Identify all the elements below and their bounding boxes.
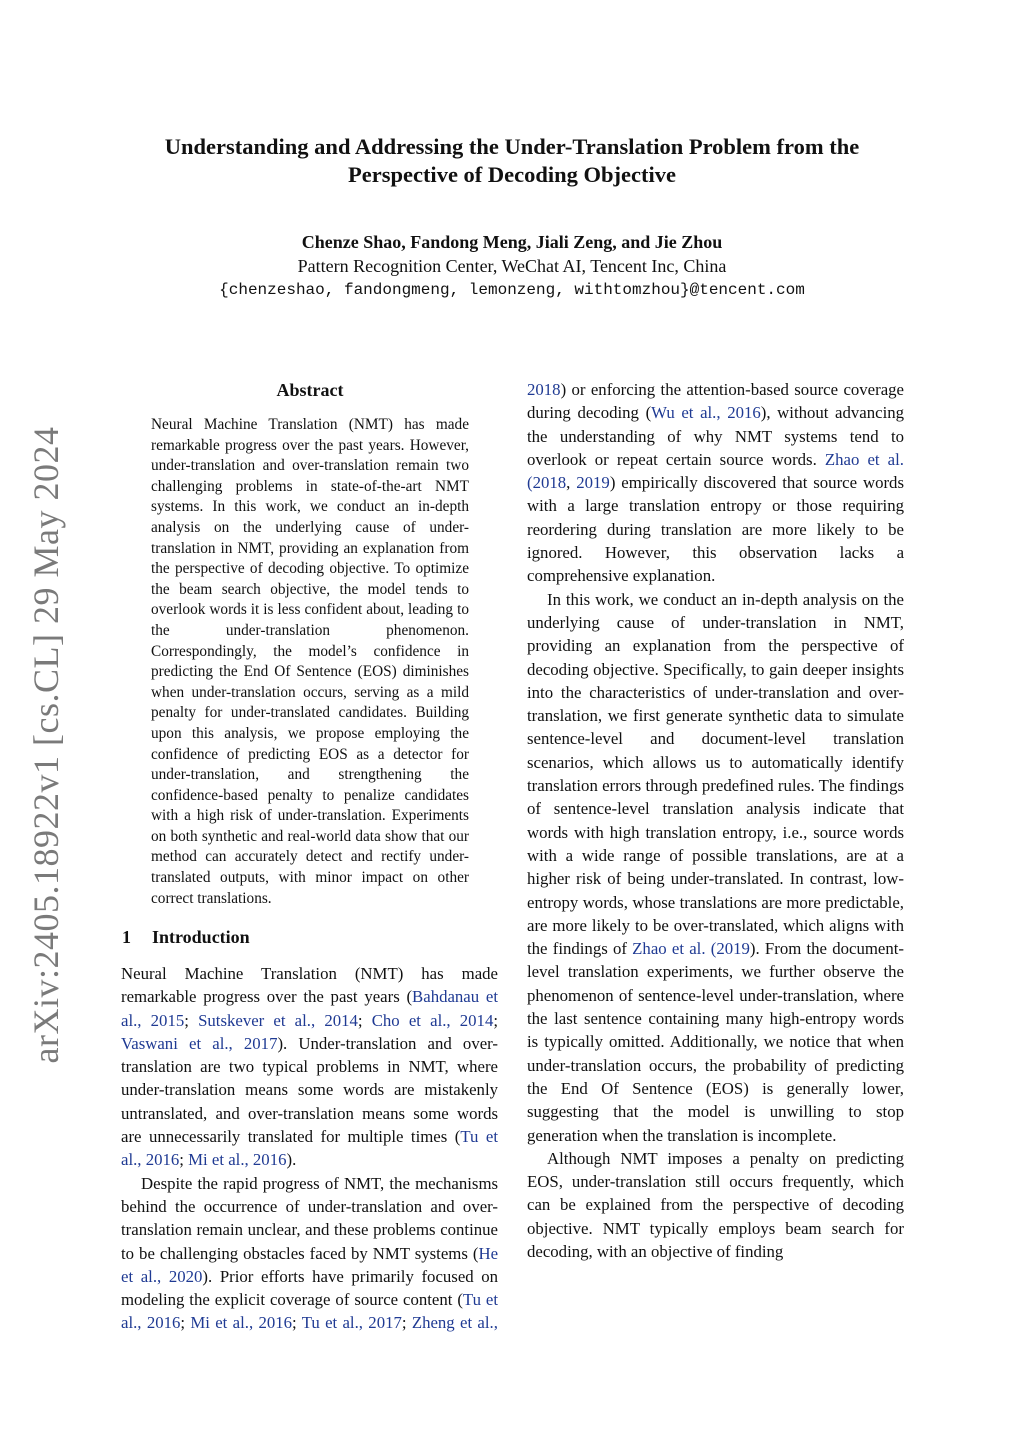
affiliation: Pattern Recognition Center, WeChat AI, Tencent Inc, China — [297, 256, 727, 276]
section-title: Introduction — [152, 927, 250, 947]
citation-link[interactable]: et — [681, 403, 694, 423]
citation-link[interactable]: Mi et al., 2016 — [188, 1150, 287, 1170]
citation-link[interactable] — [161, 1267, 169, 1286]
section-number: 1 — [122, 927, 131, 947]
citation-link[interactable]: 2016 — [146, 1313, 181, 1333]
citation-link[interactable]: 2020 — [168, 1266, 203, 1286]
intro-left-column — [121, 962, 498, 1335]
citation-link[interactable]: Sutskever et al., 2014 — [198, 1010, 358, 1030]
intro-paragraph-4: Although NMT imposes a penalty on predicting EOS, under-translation still occurs frequently, which can be explained from the perspective of decoding objective. NMT typically employs beam search for decoding, with an objective of finding — [527, 1148, 904, 1261]
paper-title — [100, 133, 924, 189]
citation-link[interactable]: al., — [140, 1266, 162, 1286]
citation-link[interactable]: Tu et al., 2016 — [121, 1127, 498, 1170]
intro-paragraph-2-continued: 2018) or enforcing the attention-based source coverage during decoding (Wu et al., 2016), without advancing the understanding of why NMT systems tend to overlook or repeat certain source words. Zhao et al. (2018, 2019) empirically discovered that source words with a large translation entropy or those requiring reordering during translation are more likely to be ignored. However, this observation lacks a comprehensive explanation. — [527, 380, 905, 586]
citation-link[interactable]: al., — [700, 403, 721, 423]
citation-link[interactable]: Tu — [301, 1313, 320, 1333]
title-line-2: Perspective of Decoding Objective — [347, 162, 677, 187]
citation-link[interactable]: Zheng — [411, 1313, 455, 1333]
citation-link[interactable]: et — [460, 1313, 473, 1333]
citation-link[interactable]: Wu — [651, 403, 675, 423]
citation-link[interactable]: Zhao et al. (2019 — [632, 939, 750, 959]
citation-link[interactable]: Mi — [190, 1313, 210, 1333]
citation-link[interactable]: Zhao — [824, 449, 860, 469]
citation-link[interactable]: al. — [887, 449, 904, 469]
author-emails: {chenzeshao, fandongmeng, lemonzeng, withtomzhou}@tencent.com — [219, 281, 805, 299]
citation-link[interactable]: Vaswani et al., 2017 — [121, 1033, 278, 1053]
citation-link[interactable]: et — [121, 1266, 134, 1286]
intro-right-column — [527, 378, 904, 1263]
citation-link[interactable]: 2016 — [258, 1313, 293, 1333]
citation-link[interactable]: Bahdanau et al., 2015 — [121, 987, 498, 1030]
citation-link[interactable] — [880, 450, 888, 469]
citation-link[interactable]: al., — [342, 1313, 363, 1333]
abstract-heading: Abstract — [276, 380, 344, 400]
citation-link[interactable]: et — [325, 1313, 338, 1333]
citation-link[interactable]: (2018 — [527, 473, 567, 493]
citation-link[interactable]: al., — [121, 1313, 142, 1333]
intro-paragraph-3: In this work, we conduct an in-depth analysis on the underlying cause of under-translation in NMT, providing an explanation from the perspective of decoding objective. Specifically, to gain deeper insights into the characteristics of under-translation and over-translation, we first generate synthetic data to simulate sentence-level and document-level translation scenarios, which allows us to automatically identify translation errors through predefined rules. The findings of sentence-level translation analysis indicate that words with high translation entropy, i.e., source words with a wide range of possible translations, are at a higher risk of being under-translated. In contrast, low-entropy words, whose translations are more predictable, are more likely to be over-translated, which aligns with the findings of Zhao et al. (2019). From the document-level translation experiments, we further observe the phenomenon of sentence-level under-translation, where the last sentence containing many high-entropy words is typically omitted. Additionally, we notice that when under-translation occurs, the probability of predicting the End Of Sentence (EOS) is generally lower, suggesting that the model is unwilling to stop generation when the translation is incomplete. — [527, 589, 904, 1145]
citation-link[interactable]: 2018 — [527, 380, 561, 399]
citation-link[interactable]: Tu — [462, 1290, 481, 1310]
citation-link[interactable]: et — [215, 1313, 228, 1333]
intro-paragraph-1: Neural Machine Translation (NMT) has made remarkable progress over the past years (Bahdanau et al., 2015; Sutskever et al., 2014; Cho et al., 2014; Vaswani et al., 2017). Under-translation and over-translation are two typical problems in NMT, where under-translation means some words are mistakenly untranslated, and over-translation means some words are unnecessarily translated for multiple times (Tu et al., 2016; Mi et al., 2016). — [121, 964, 499, 1170]
section-heading-introduction — [122, 926, 250, 948]
citation-link[interactable]: 2019 — [576, 473, 610, 493]
intro-paragraph-2-start: Despite the rapid progress of NMT, the mechanisms behind the occurrence of under-translation and over-translation remain unclear, and these problems continue to be challenging obstacles faced by NMT systems (He et al., 2020). Prior efforts have primarily focused on modeling the explicit coverage of source content (Tu et al., 2016; Mi et al., 2016; Tu et al., 2017; Zheng et al., — [121, 1173, 499, 1333]
citation-link[interactable]: Cho et al., 2014 — [371, 1010, 494, 1030]
author-list: Chenze Shao, Fandong Meng, Jiali Zeng, and Jie Zhou — [301, 232, 723, 252]
title-line-1: Understanding and Addressing the Under-Translation Problem from the — [164, 134, 860, 159]
citation-link[interactable]: al., — [477, 1313, 498, 1333]
citation-link[interactable]: 2017 — [368, 1313, 402, 1333]
citation-link[interactable]: al., — [232, 1313, 254, 1333]
abstract-text: Neural Machine Translation (NMT) has made remarkable progress over the past years. However, under-translation and over-translation remain two challenging problems in state-of-the-art NMT systems. In this work, we conduct an in-depth analysis on the underlying cause of under-translation in NMT, providing an explanation from the perspective of decoding objective. To optimize the beam search objective, the model tends to overlook words it is less confident about, leading to the under-translation phenomenon. Correspondingly, the model’s confidence in predicting the End Of Sentence (EOS) diminishes when under-translation occurs, serving as a mild penalty for under-translated candidates. Building upon this analysis, we propose employing the confidence of predicting EOS as a detector for under-translation, and strengthening the confidence-based penalty to penalize candidates with a high risk of under-translation. Experiments on both synthetic and real-world data show that our method can accurately detect and rectify under-translated outputs, with minor impact on other correct translations. — [151, 416, 469, 907]
citation-link[interactable]: et — [867, 449, 880, 469]
citation-link[interactable]: He — [478, 1243, 499, 1263]
citation-link[interactable] — [133, 1267, 141, 1286]
citation-link[interactable]: et — [485, 1290, 499, 1310]
citation-link[interactable]: 2016 — [727, 403, 761, 423]
